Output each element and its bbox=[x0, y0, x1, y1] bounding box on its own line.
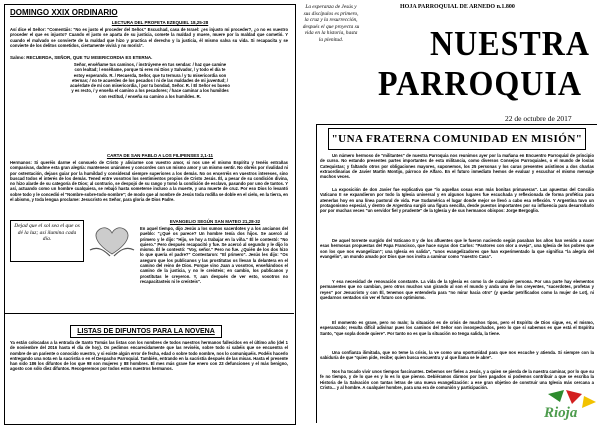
sunday-title: DOMINGO XXIX ORDINARIO bbox=[10, 8, 118, 17]
header-quote: La esperanza de Jesús y sus discípulos es primero, la cruz y la resurrección, después el que proyecta su vida en la historia, hasta la plenitud. bbox=[302, 4, 360, 43]
article-p3: De aquel torrente surgido del Vaticano II y de los afluentes que le fueron naciendo según pasaban los años han venido a nacer esas hermosas propuestas del Papa Francisco, que hace suyas don Carlos: "Pastores con olor a oveja", una Iglesia de los pobres que son los que nos evangelizan"; una Iglesia en salida", "unos evangelizadores que han experimentado la que significa "la alegría del evangelio", un mundo amado por Dios que nos invita a caminar como "nuestro Casa". bbox=[320, 238, 594, 259]
gospel-text: En aquel tiempo, dijo Jesús a los sumos sacerdotes y a los ancianos del pueblo: "¿Qué os parece? Un hombre tenía dos hijos. Se acercó al primero y le dijo: "Hijo, ve hoy a trabajar en la viña." Él le contestó: "No quiero." Pero después recapacitó y fue. Se acercó al segundo y le dijo lo mismo. Él le contestó: "Voy, señor." Pero no fue. ¿Quién de los dos hizo lo que quería el padre?" Contestaron: "El primero". Jesús les dijo: "Os aseguro que los publicanos y las prostitutas os llevan la delantera en el camino del reino de Dios. Porque vino Juan a vosotros, enseñándoos el camino de la justicia, y no le creísteis; en cambio, los publicanos y prostitutas le creyeron. Y, aun después de ver esto, vosotros no recapacitasteis ni le creísteis". bbox=[140, 226, 288, 284]
quote-box bbox=[10, 220, 84, 262]
article-p5: El momento es grave, pero no malo; la situación es de crisis de muchos tipos, pero el Espíritu de Dios sigue, es, el mismo, esperanzado; resulta difícil adivinar pues los caminos del Señor son insospechados, pero lo que sí sabemos es que está el Espíritu Santo, "que sopla donde quiere". Por tanto no es que la situación no tenga salida, la tiene. bbox=[320, 320, 594, 336]
date: 22 de octubre de 2017 bbox=[505, 114, 572, 123]
article-p2: La exposición de don Javier fue explicativa que "lo aquellas cosas eran más bonitas primaveras". Las apuestas del Concilio Vaticano II se expandieron por todo la Iglesia universal y en algunos lugares fue escuchada y reflexionada de forma profética para atenerlas hoy en una línea pastoral de vida. Fue Sudamérica el lugar donde mejor se llevó a cabo esa reflexión. Y Argentina tuvo un protagonismo especial, y dentro de Argentina surgió una figura sencilla, desde puestos importantes por su influencia para desarrollarlo por por muchas veces "un servidor fiel y prudente" de la Iglesia y de sus hermanos obispos: Jorge Bergoglio. bbox=[320, 187, 594, 214]
psalm-text: Señor, enséñame tus caminos, / instrúyeme en tus sendas: / haz que camine con lealtad; / enséñame, porque tú eres mi Dios y Salvador, / y todo el día te estoy esperando. R. / Recuerda, Señor, que tu ternura / y tu misericordia son eternas; / no te acuerdes de los pecados / ni de las maldades de mi juventud; / acuérdate de mí con misericordia, / por tu bondad, Señor. R. / El Señor es bueno y es recto, / y enseña el camino a los pecadores; / hace caminar a los humildes con rectitud, / enseña su camino a los humildes. R. bbox=[70, 62, 230, 99]
article-p4: Y esa necesidad de renovación constante. La vida de la Iglesia es como la de cualquier persona. Por una parte hay elementos permanentes que no cambian, pero otros muchos van girando al son el mundo y anda uno de los creyentes, "sacerdotes, profetas y reyes" por Jesucristo y con Él, tenemos que entenderla para "no mirar hacia otro" (y quedar petrificados como la mujer de Lot), ni quedarnos sentados sin ver el futuro con optimismo. bbox=[320, 279, 594, 300]
reading2-text: Hermanos: Si queréis darme el consuelo de Cristo y aliviarme con vuestro amor, si nos une el mismo Espíritu y tenéis entrañas compasivas, dadme esta gran alegría: manteneos unánimes y concordes con un mismo amor y un mismo sentir. No obréis por rivalidad ni por ostentación, dejaos guiar por la humildad y considerad siempre superiores a los demás. No os encerréis en vuestros intereses, sino buscad todos el interés de los demás. Tened entre vosotros los sentimientos propios de Cristo Jesús. Él, a pesar de su condición divina, no hizo alarde de su categoría de Dios; al contrario, se despojó de su rango y tomó la condición de esclavo, pasando por uno de tantos. Y así, actuando como un hombre cualquiera, se rebajó hasta someterse incluso a la muerte, y una muerte de cruz. Por eso Dios lo levantó sobre todo y le concedió el "Nombre-sobre-todo-nombre"; de modo que al nombre de Jesús toda rodilla se doble en el cielo, en la tierra, en el abismo, y toda lengua proclame: Jesucristo es Señor, para gloria de Dios Padre. bbox=[10, 160, 288, 203]
deceased-title: LISTAS DE DIFUNTOS PARA LA NOVENA bbox=[70, 325, 222, 338]
article-p7: Nos ha tocado vivir unos tiempos fascinantes. Debemos ser fieles a Jesús, y a quien se pierda de la nuestra caminar, por lo que su fe no tiempo, y de lo que es y lo es lo que pienso. Debiéramos dármos por bien pagados si podemos contribuir a que se escriba la Historia de la Salvación con tantas letras de una nueva evangelización: a ese gran objetivo de construir una Iglesia más cercana a Cristo... y al hombre. A cualquier hombre, para una era de comunión y participación. bbox=[320, 369, 594, 390]
watermark-text: Rioja bbox=[544, 405, 578, 421]
hoja-label: HOJA PARROQUIAL DE ARNEDO n.1.800 bbox=[400, 4, 515, 10]
gospel-heading: EVANGELIO SEGÚN SAN MATEO 21,28-32 bbox=[169, 219, 261, 224]
masthead-line2: PARROQUIA bbox=[378, 63, 582, 103]
masthead-line1: NUESTRA bbox=[430, 23, 590, 63]
heart-hands-image bbox=[86, 220, 138, 260]
psalm-heading: Salmo: RECUERDA, SEÑOR, QUE TU MISERICORDIA ES ETERNA. bbox=[10, 55, 153, 60]
reading1-heading: LECTURA DEL PROFETA EZEQUIEL 18,25-28 bbox=[111, 20, 209, 25]
article-p1: Un número hermoso de "militantes" de nuestra Parroquia nos reunimos ayer por la mañana en Encuentro Parroquial de principio de curso. No estando presentes partes importantes de esta militancia, como diversos Consejos Parroquiales, o el mundo de los/as Catequistas; y faltando otros por obligaciones mayores, suponemos, los 25 personas y los curas presentes asistimos a dos charlas extraordinarias de Javier Martín Montijo, párroco de Alfaro. En el futuro inmediato hemos de evaluar y escuchar el mismo mensaje muchos veces. bbox=[320, 153, 594, 180]
gospel-text-top bbox=[140, 226, 288, 284]
reading1-text: Así dice el Señor: "Comentáis: "No es justo el proceder del Señor." Escuchad, casa de Israel: ¿es injusto mi proceder?, ¿o no es vuestro proceder el que es injusto? Cuando el justo se aparta de su justicia, comete la maldad y muere, muere por la maldad que cometió. Y cuando el malvado se convierte de la maldad que hizo y practica el derecho y la justicia, él mismo salva su vida. Si recapacita y se convierte de los delitos cometidos, ciertamente vivirá y no morirá". bbox=[10, 27, 288, 48]
reading2-heading: CARTA DE SAN PABLO A LOS FILIPENSES 2,1-11 bbox=[106, 153, 214, 158]
article-p6: Una confianza ilimitada, que no teme la crisis, la ve como una oportunidad para que nos escuche y atienda. Si siempre con la sabiduría de que "quien pide, recibe; quien busca encuentra y al que llama se le abre". bbox=[320, 350, 594, 361]
rioja-watermark-logo bbox=[538, 388, 598, 425]
deceased-text: Ya están colocadas a la entrada de Santo Tomás las listas con los nombres de todos nuestros hermanos fallecidos en el último año (del 1 de noviembre del 2016 hasta el día de hoy). Os pedimos encarecidamente que las reviséis, sobre todo si sabéis que se encuentra el nombre de un pariente o conocido vuestro, y si existe algún error de fecha, edad o sobre todo nombre, nos lo comuniquéis. Podéis hacerlo entregando una nota en la sacristía o en el Despacho Parroquial. También, entrando en la sacristía después de las misas. Hasta el presente han sido 186 los difuntos de los que 98 son mujeres y 88 hombres. El mes más grave fue enero con 23 defunciones y el más benigno, agosto con sólo diez difuntos. Recogeremos por todos estos nuestros hermanos. bbox=[10, 340, 288, 372]
divider bbox=[4, 313, 294, 314]
quote-text: Dejad que el sol sea el que os dé la luz; así ilumina cada día. bbox=[14, 223, 80, 242]
headline: "UNA FRATERNA COMUNIDAD EN MISIÓN" bbox=[328, 128, 586, 150]
